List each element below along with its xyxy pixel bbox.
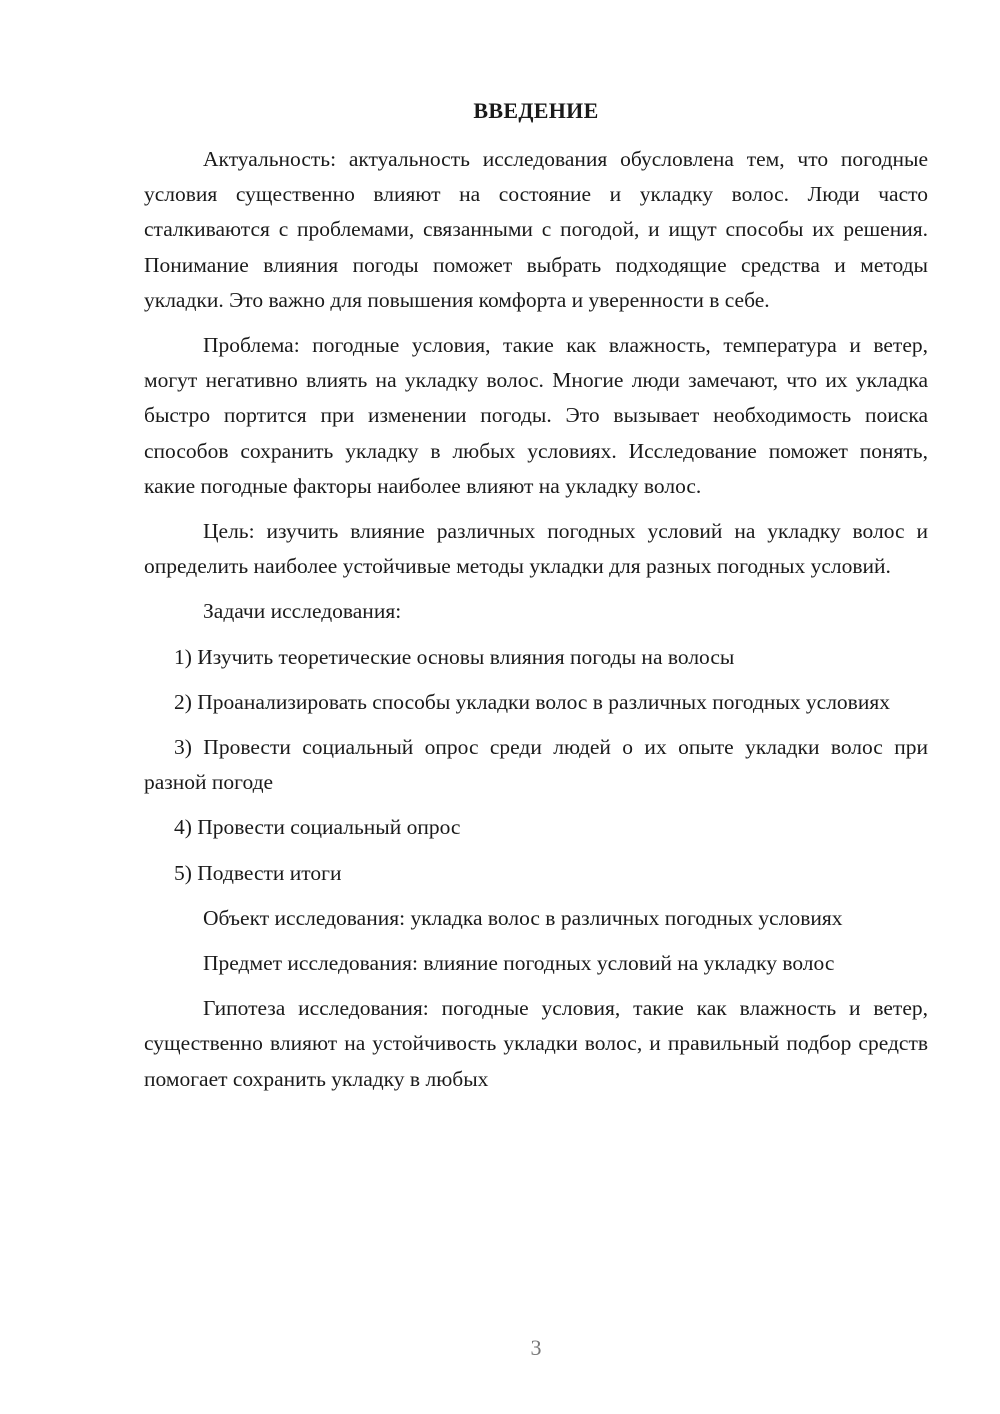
paragraph-problem: Проблема: погодные условия, такие как влажность, температура и ветер, могут негативно влиять на укладку волос. Многие люди замечают, что их укладка быстро портится при изменении погоды. Это вызывает необходимость поиска способов сохранить укладку в любых условиях. Исследование поможет понять, какие погодные факторы наиболее влияют на укладку волос.: [144, 333, 928, 498]
section-heading: ВВЕДЕНИЕ: [473, 98, 599, 123]
paragraph-object: Объект исследования: укладка волос в различных погодных условиях: [203, 905, 843, 930]
document-body: [144, 142, 928, 1097]
list-item: 5) Подвести итоги: [174, 860, 342, 885]
list-item: 3) Провести социальный опрос среди людей о их опыте укладки волос при разной погоде: [144, 735, 928, 795]
list-item: 1) Изучить теоретические основы влияния погоды на волосы: [174, 644, 735, 669]
paragraph-tasks-heading: Задачи исследования:: [203, 599, 402, 624]
list-item: 2) Проанализировать способы укладки волос в различных погодных условиях: [174, 689, 890, 714]
paragraph-hypothesis: Гипотеза исследования: погодные условия, такие как влажность и ветер, существенно влияют на устойчивость укладки волос, и правильный подбор средств помогает сохранить укладку в любых: [144, 996, 928, 1091]
paragraph-goal: Цель: изучить влияние различных погодных условий на укладку волос и определить наиболее устойчивые методы укладки для разных погодных условий.: [144, 519, 928, 579]
list-item: 4) Провести социальный опрос: [174, 815, 461, 840]
paragraph-subject: Предмет исследования: влияние погодных условий на укладку волос: [203, 951, 835, 976]
paragraph-relevance: Актуальность: актуальность исследования обусловлена тем, что погодные условия существенно влияют на состояние и укладку волос. Люди часто сталкиваются с проблемами, связанными с погодой, и ищут способы их решения. Понимание влияния погоды поможет выбрать подходящие средства и методы укладки. Это важно для повышения комфорта и уверенности в себе.: [144, 147, 928, 312]
page-number: 3: [530, 1335, 542, 1360]
